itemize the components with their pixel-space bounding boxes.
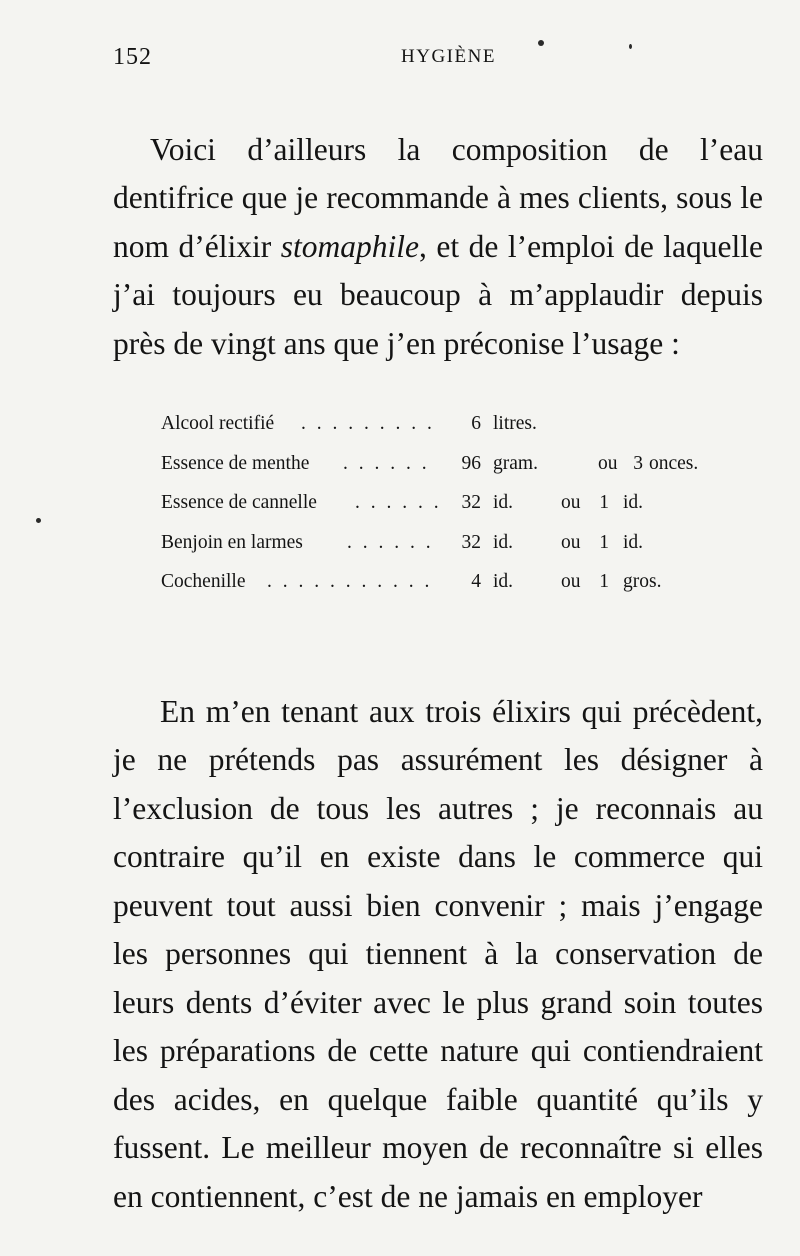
alternative-quantity: 1 — [599, 571, 609, 592]
ingredient-quantity: 32 — [461, 492, 481, 513]
ingredient-name: Alcool rectifié — [161, 413, 275, 434]
ink-speck — [538, 40, 544, 46]
intro-paragraph — [113, 126, 763, 369]
leader-dots: . . . . . . — [343, 452, 430, 474]
ingredient-unit: id. — [493, 492, 514, 513]
leader-dots: . . . . . . — [347, 531, 434, 553]
ink-speck — [36, 518, 41, 523]
ingredient-name: Cochenille — [161, 571, 246, 592]
ink-speck — [629, 44, 632, 49]
alternative-unit: gros. — [623, 571, 662, 592]
elixir-name: stomaphile — [280, 228, 419, 264]
alternative-unit: onces. — [649, 452, 699, 474]
recipe-row — [161, 491, 721, 531]
ingredient-quantity: 4 — [471, 571, 481, 592]
alternative-unit: id. — [623, 492, 644, 513]
ingredient-unit: litres. — [493, 413, 537, 434]
recipe-row — [161, 570, 721, 610]
alternative-quantity: 1 — [599, 531, 609, 553]
alternative-quantity: 3 — [633, 452, 643, 474]
page-header — [113, 44, 763, 74]
leader-dots: . . . . . . . . . . . — [267, 571, 433, 592]
alternative-or: ou — [561, 571, 581, 592]
ingredient-quantity: 96 — [461, 452, 481, 474]
alternative-or: ou — [561, 531, 581, 553]
recipe-row — [161, 412, 721, 452]
ingredient-name: Essence de menthe — [161, 452, 310, 474]
ingredient-unit: id. — [493, 571, 514, 592]
ingredient-name: Benjoin en larmes — [161, 531, 303, 553]
leader-dots: . . . . . . — [355, 492, 442, 513]
ingredient-quantity: 32 — [461, 531, 481, 553]
body-paragraph: En m’en tenant aux trois élixirs qui précèdent, je ne prétends pas assurément les désigner à l’exclusion de tous les autres ; je reconnais au contraire qu’il en existe dans le commerce qui peuvent tout aussi bien convenir ; mais j’engage les personnes qui tiennent à la conservation de leurs dents d’éviter avec le plus grand soin toutes les préparations de cette nature qui contiendraient des acides, en quelque faible quantité qu’ils y fussent. Le meilleur moyen de reconnaître si elles en contiennent, c’est de ne jamais en employer — [113, 693, 763, 1214]
running-title: HYGIÈNE — [401, 46, 496, 67]
intro-text-end: , et de l’emploi de laquelle j’ai toujours eu beaucoup à m’applaudir depuis près de vingt ans que j’en préconise l’usage : — [113, 228, 764, 361]
recipe-row — [161, 452, 721, 492]
ingredient-unit: gram. — [493, 452, 538, 474]
recipe-row — [161, 531, 721, 571]
alternative-unit: id. — [623, 531, 644, 553]
ingredient-name: Essence de cannelle — [161, 492, 317, 513]
alternative-quantity: 1 — [599, 492, 609, 513]
page-number: 152 — [113, 44, 152, 70]
ingredient-unit: id. — [493, 531, 514, 553]
recipe-table — [161, 412, 721, 610]
leader-dots: . . . . . . . . . — [301, 413, 435, 434]
alternative-or: ou — [598, 452, 618, 474]
alternative-or: ou — [561, 492, 581, 513]
ingredient-quantity: 6 — [471, 413, 481, 434]
intro-text-start: Voici d’ailleurs la composition de l’eau dentifrice que je recommande à mes clients, sous le nom d’élixir — [113, 131, 763, 264]
